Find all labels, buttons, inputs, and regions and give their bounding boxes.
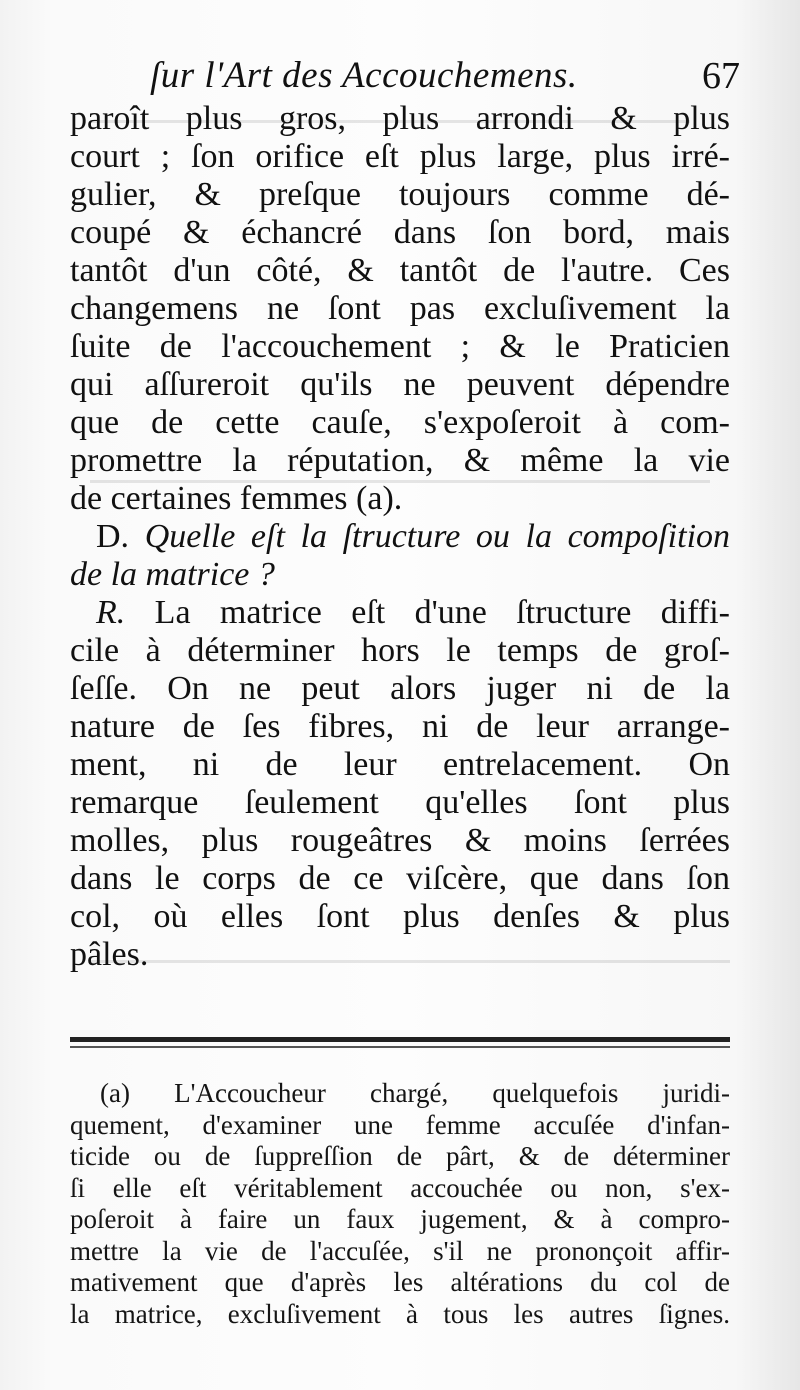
text-line: ſuite de l'accouchement ; & le Praticien <box>70 328 730 365</box>
footnote-line: la matrice, excluſivement à tous les autres ſignes. <box>70 1298 730 1329</box>
answer-label: R. <box>96 594 126 631</box>
footnote-line: ticide ou de ſuppreſſion de pârt, & de déterminer <box>70 1141 730 1171</box>
question-line: de la matrice ? <box>70 556 275 593</box>
answer-line: ment, ni de leur entrelacement. On <box>70 746 730 783</box>
text-line: paroît plus gros, plus arrondi & plus <box>70 100 730 137</box>
answer-line: pâles. <box>70 936 149 973</box>
answer-line: molles, plus rougeâtres & moins ſerrées <box>70 822 730 859</box>
text-line: changemens ne ſont pas excluſivement la <box>70 290 730 327</box>
text-line: court ; ſon orifice eſt plus large, plus irré- <box>70 138 730 175</box>
answer-line: dans le corps de ce viſcère, que dans ſon <box>70 860 730 897</box>
answer-line: cile à déterminer hors le temps de groſ- <box>70 632 730 669</box>
answer-line: ſeſſe. On ne peut alors juger ni de la <box>70 670 730 707</box>
footnote-rule <box>70 1037 730 1042</box>
footnote-rule-thin <box>70 1046 730 1048</box>
question-line <box>70 518 730 556</box>
page-number: 67 <box>702 55 740 97</box>
text-line: gulier, & preſque toujours comme dé- <box>70 176 730 213</box>
footnote <box>70 1078 730 1330</box>
answer-line: remarque ſeulement qu'elles ſont plus <box>70 784 730 821</box>
footnote-line: quement, d'examiner une femme accuſée d'infan- <box>70 1109 730 1140</box>
text-line: tantôt d'un côté, & tantôt de l'autre. Ces <box>70 252 730 289</box>
text-line: de certaines femmes (a). <box>70 480 403 517</box>
text-line: que de cette cauſe, s'expoſeroit à com- <box>70 404 730 441</box>
question-label: D. <box>96 518 130 555</box>
footnote-line: poſeroit à faire un faux jugement, & à compro- <box>70 1204 730 1234</box>
main-text <box>70 100 730 974</box>
answer-line: nature de ſes fibres, ni de leur arrange- <box>70 708 730 745</box>
text-line: promettre la réputation, & même la vie <box>70 442 730 479</box>
answer-line: col, où elles ſont plus denſes & plus <box>70 898 730 935</box>
text-line: qui aſſureroit qu'ils ne peuvent dépendre <box>70 366 730 403</box>
answer-text: La matrice eſt d'une ſtructure diffi- <box>154 594 731 631</box>
footnote-line: (a) L'Accoucheur chargé, quelquefois juridi- <box>100 1078 730 1108</box>
question-text: Quelle eſt la ſtructure ou la compoſition <box>144 518 731 555</box>
footnote-line: ſi elle eſt véritablement accouchée ou non, s'ex- <box>70 1172 730 1203</box>
text-line: coupé & échancré dans ſon bord, mais <box>70 214 730 251</box>
footnote-line: mativement que d'après les altérations du col de <box>70 1267 730 1297</box>
running-title: ſur l'Art des Accouchemens. <box>150 55 578 96</box>
footnote-line: mettre la vie de l'accuſée, s'il ne prononçoit affir- <box>70 1235 730 1266</box>
answer-line <box>70 594 730 632</box>
running-header <box>70 54 740 100</box>
